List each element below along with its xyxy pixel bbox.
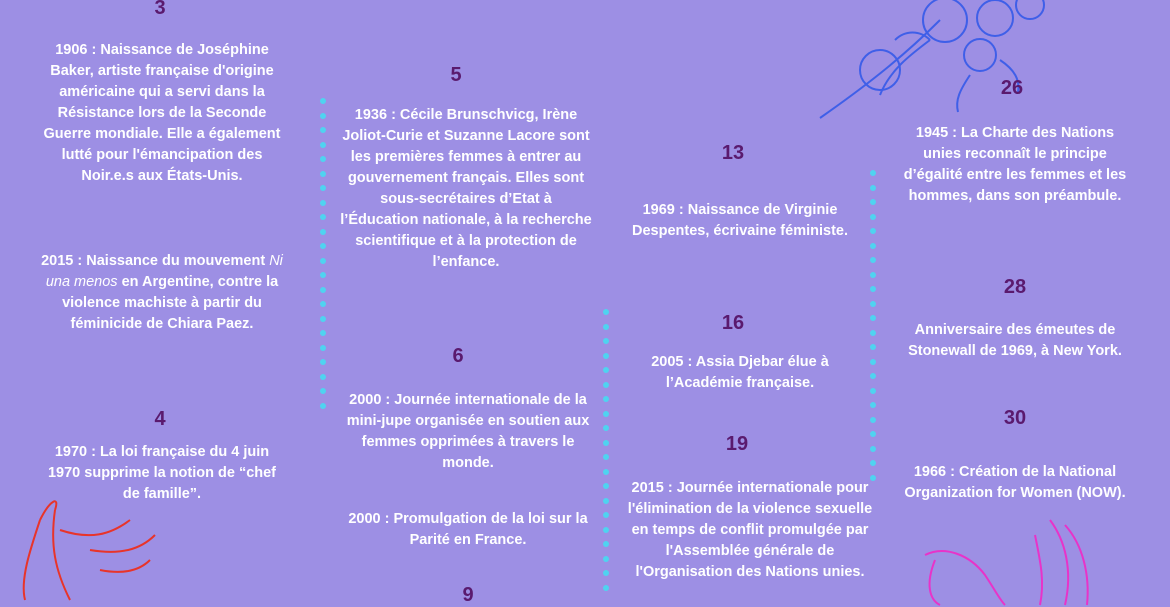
day-19: 19: [725, 433, 749, 455]
divider-dot: [603, 396, 609, 402]
event-2005: 2005 : Assia Djebar élue à l’Académie française.: [651, 354, 829, 391]
divider-dot: [603, 440, 609, 446]
divider-dot: [870, 228, 876, 234]
event-2015-movement: Ni una menos: [45, 253, 283, 290]
day-5: 5: [450, 64, 462, 86]
divider-dot: [320, 345, 326, 351]
divider-dot: [320, 214, 326, 220]
berries-illustration: [820, 0, 1050, 125]
divider-dot: [870, 257, 876, 263]
divider-dot: [320, 403, 326, 409]
divider-dot: [320, 185, 326, 191]
event-2000-mini-jupe: 2000 : Journée internationale de la mini-jupe organisée en soutien aux femmes opprimées à travers le monde.: [346, 392, 590, 471]
dotted-divider-1: [320, 98, 326, 417]
divider-dot: [603, 411, 609, 417]
divider-dot: [320, 200, 326, 206]
divider-dot: [320, 316, 326, 322]
divider-dot: [320, 374, 326, 380]
divider-dot: [870, 315, 876, 321]
divider-dot: [320, 359, 326, 365]
divider-dot: [320, 156, 326, 162]
day-3: 3: [154, 0, 166, 19]
divider-dot: [870, 286, 876, 292]
day-28: 28: [1003, 276, 1027, 298]
divider-dot: [870, 431, 876, 437]
divider-dot: [870, 185, 876, 191]
divider-dot: [870, 359, 876, 365]
divider-dot: [870, 344, 876, 350]
dotted-divider-2: [603, 309, 609, 599]
divider-dot: [603, 556, 609, 562]
pink-hand-illustration: [915, 515, 1095, 600]
divider-dot: [870, 330, 876, 336]
divider-dot: [870, 373, 876, 379]
divider-dot: [320, 113, 326, 119]
divider-dot: [320, 229, 326, 235]
divider-dot: [603, 541, 609, 547]
event-1970: 1970 : La loi française du 4 juin 1970 supprime la notion de “chef de famille”.: [47, 444, 277, 502]
divider-dot: [320, 142, 326, 148]
day-4: 4: [154, 408, 166, 430]
divider-dot: [603, 483, 609, 489]
divider-dot: [603, 425, 609, 431]
event-1936: 1936 : Cécile Brunschvicg, Irène Joliot-Curie et Suzanne Lacore sont les premières femmes à entrer au gouvernement français. Elles sont sous-secrétaires d’Etat à l’Éducation nationale, à la recherche scientifique et à la protection de l’enfance.: [340, 107, 592, 270]
day-26: 26: [1000, 77, 1024, 99]
divider-dot: [603, 498, 609, 504]
divider-dot: [870, 170, 876, 176]
divider-dot: [603, 309, 609, 315]
event-2015-ni-una-menos: [40, 251, 284, 335]
divider-dot: [320, 301, 326, 307]
event-stonewall: Anniversaire des émeutes de Stonewall de 1969, à New York.: [908, 322, 1122, 359]
divider-dot: [320, 388, 326, 394]
day-9: 9: [462, 584, 474, 606]
divider-dot: [320, 330, 326, 336]
event-1906: 1906 : Naissance de Joséphine Baker, artiste française d'origine américaine qui a servi dans la Résistance lors de la Seconde Guerre mondiale. Elle a également lutté pour l'émancipation des Noir.e.s aux États-Unis.: [43, 42, 281, 184]
divider-dot: [603, 353, 609, 359]
red-hand-illustration: [0, 490, 160, 600]
event-2015-prefix: 2015 : Naissance du mouvement: [41, 253, 266, 269]
divider-dot: [870, 199, 876, 205]
day-16: 16: [721, 312, 745, 334]
divider-dot: [320, 287, 326, 293]
event-2000-parite: 2000 : Promulgation de la loi sur la Parité en France.: [348, 511, 588, 548]
divider-dot: [603, 512, 609, 518]
divider-dot: [870, 460, 876, 466]
divider-dot: [320, 98, 326, 104]
divider-dot: [870, 301, 876, 307]
divider-dot: [603, 367, 609, 373]
dotted-divider-3: [870, 170, 876, 489]
divider-dot: [870, 272, 876, 278]
divider-dot: [320, 243, 326, 249]
divider-dot: [603, 469, 609, 475]
divider-dot: [870, 417, 876, 423]
event-2015-suffix: en Argentine, contre la violence machiste à partir du féminicide de Chiara Paez.: [62, 274, 279, 332]
day-30: 30: [1003, 407, 1027, 429]
divider-dot: [870, 402, 876, 408]
event-2015-conflit: 2015 : Journée internationale pour l'élimination de la violence sexuelle en temps de conflit promulgée par l'Assemblée générale de l'Organisation des Nations unies.: [627, 480, 873, 580]
divider-dot: [320, 171, 326, 177]
divider-dot: [320, 258, 326, 264]
divider-dot: [603, 570, 609, 576]
divider-dot: [320, 272, 326, 278]
divider-dot: [603, 527, 609, 533]
event-1945: 1945 : La Charte des Nations unies reconnaît le principe d’égalité entre les femmes et les hommes, dans son préambule.: [903, 125, 1127, 204]
divider-dot: [603, 324, 609, 330]
divider-dot: [870, 214, 876, 220]
divider-dot: [603, 454, 609, 460]
divider-dot: [603, 382, 609, 388]
event-1966: 1966 : Création de la National Organization for Women (NOW).: [904, 464, 1126, 501]
divider-dot: [603, 585, 609, 591]
divider-dot: [870, 446, 876, 452]
day-13: 13: [721, 142, 745, 164]
divider-dot: [870, 388, 876, 394]
divider-dot: [320, 127, 326, 133]
day-6: 6: [452, 345, 464, 367]
divider-dot: [870, 243, 876, 249]
event-1969: 1969 : Naissance de Virginie Despentes, écrivaine féministe.: [632, 202, 848, 239]
divider-dot: [603, 338, 609, 344]
